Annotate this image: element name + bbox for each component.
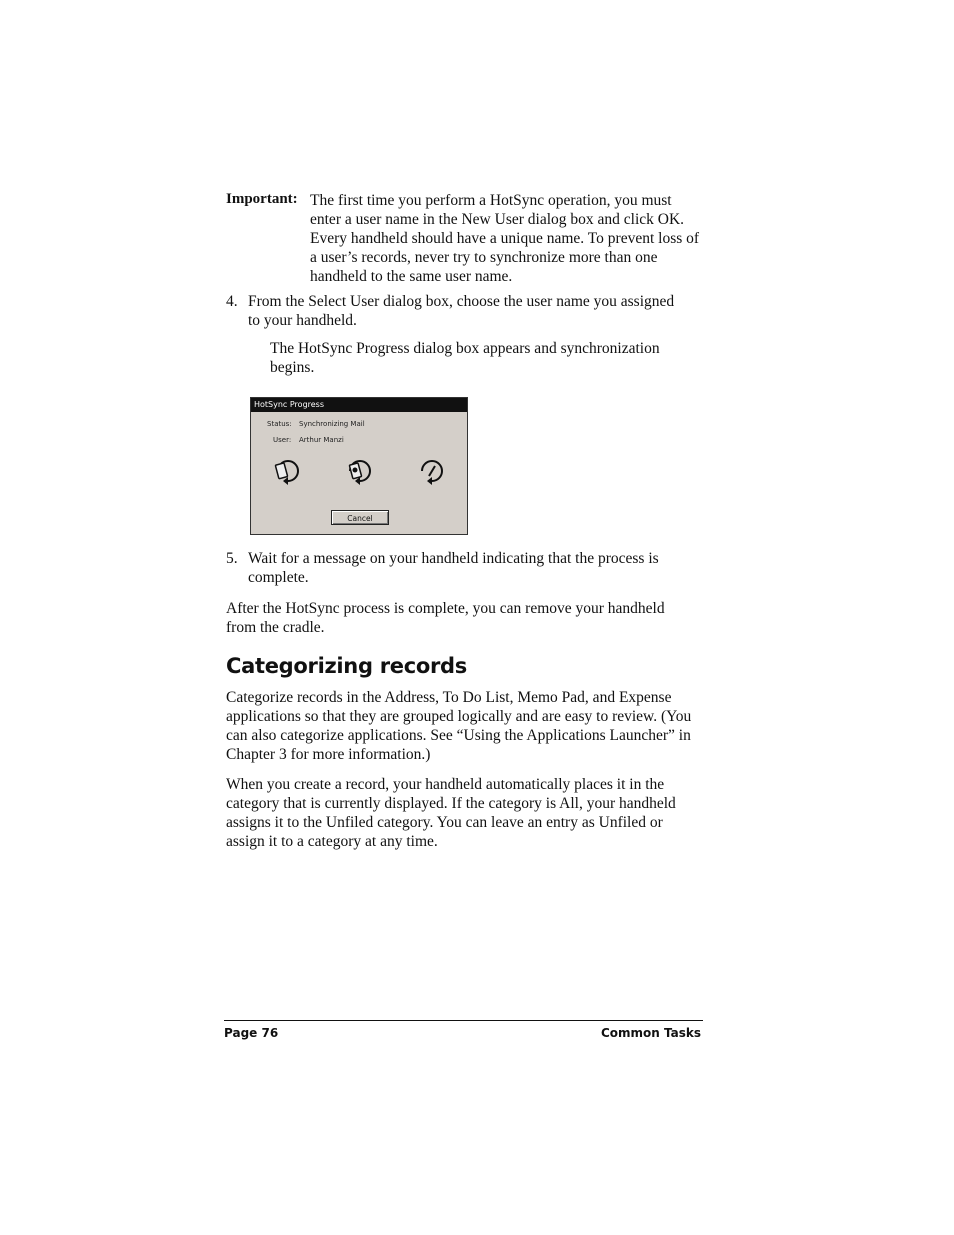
section-paragraph: Categorize records in the Address, To Do List, Memo Pad, and Expense applications so that they are grouped logically and are easy to review. (You can also categorize applications. See “Using the Applications Launcher” in Chapter 3 for more information.) [226,689,692,763]
status-label: Status: [267,420,292,428]
page-number: Page 76 [224,1026,279,1040]
dialog-title: HotSync Progress [251,398,467,412]
important-label: Important: [226,191,298,207]
step-number: 4. [226,293,238,310]
step-number: 5. [226,550,238,567]
hotsync-progress-dialog [250,397,468,535]
footer-divider [224,1020,703,1021]
sync-arrows-icon [417,456,447,486]
section-heading: Categorizing records [226,654,467,678]
step-text: From the Select User dialog box, choose the user name you assigned to your handheld. [248,293,675,329]
handheld-sync-icon [345,456,375,486]
status-value: Synchronizing Mail [299,420,365,428]
step-text: Wait for a message on your handheld indicating that the process is complete. [248,550,659,586]
chapter-title: Common Tasks [600,1026,701,1040]
after-paragraph: After the HotSync process is complete, you can remove your handheld from the cradle. [226,600,665,636]
user-label: User: [273,436,292,444]
handheld-sync-icon [273,456,303,486]
user-value: Arthur Manzi [299,436,344,444]
step-subtext: The HotSync Progress dialog box appears and synchronization begins. [270,340,660,376]
important-text: The first time you perform a HotSync operation, you must enter a user name in the New User dialog box and click OK. Every handheld should have a unique name. To prevent loss of a user’s records, never try to synchronize more than one handheld to the same user name. [310,192,700,285]
section-paragraph: When you create a record, your handheld automatically places it in the category that is currently displayed. If the category is All, your handheld assigns it to the Unfiled category. You can leave an entry as Unfiled or assign it to a category at any time. [226,776,676,850]
cancel-button[interactable]: Cancel [331,510,389,525]
